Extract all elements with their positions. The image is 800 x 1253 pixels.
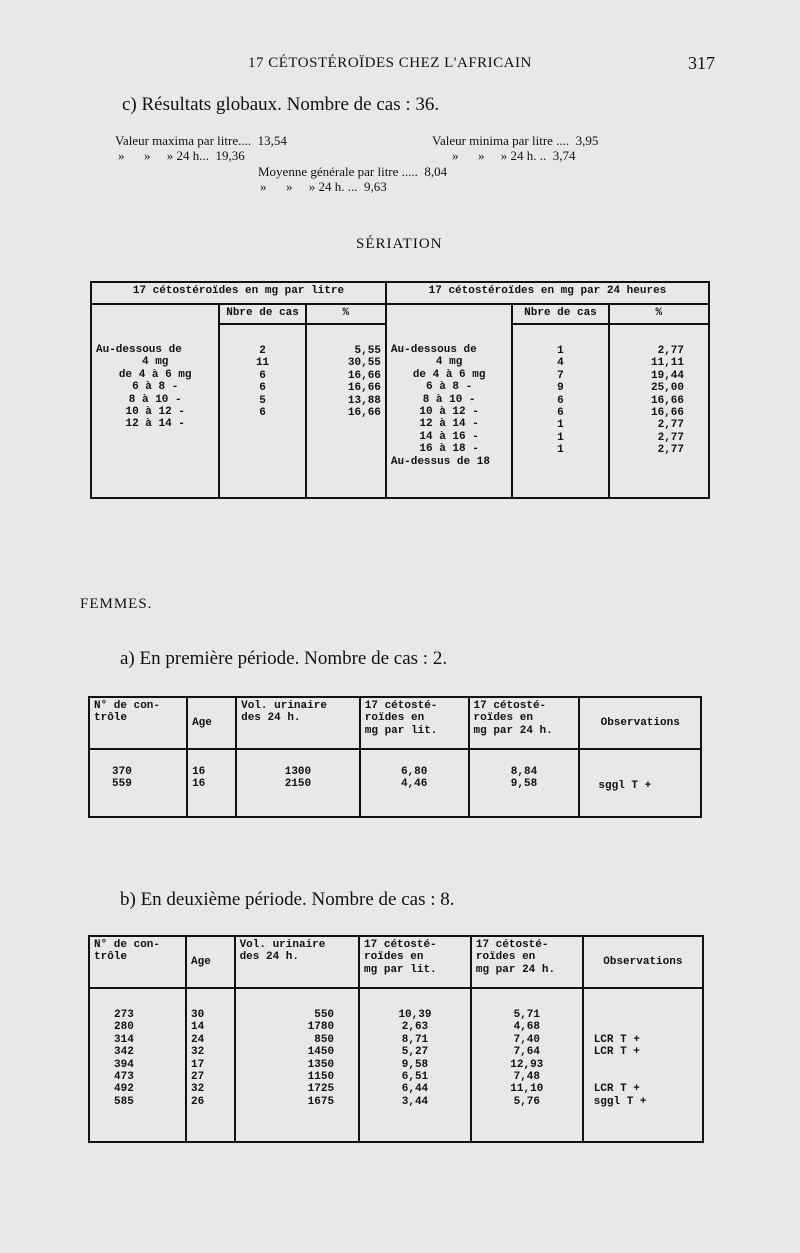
cell-vol: 1300 2150: [236, 749, 360, 817]
stat-max-24h: » » » 24 h... 19,36: [118, 148, 245, 163]
litre-range: 6 à 8 -: [132, 381, 179, 394]
cell-jour: 8,84 9,58: [469, 749, 580, 817]
litre-pct: 30,55: [347, 357, 381, 370]
cell-controle: 273 280 314 342 394 473 492 585: [89, 988, 186, 1142]
jour-nbre-head: Nbre de cas: [512, 304, 608, 324]
jour-counts: [512, 324, 608, 498]
col-vol-head: Vol. urinaire des 24 h.: [236, 697, 360, 749]
cell-jour: 5,71 4,68 7,40 7,64 12,93 7,48 11,10 5,76: [471, 988, 583, 1142]
cell-age: 16 16: [187, 749, 236, 817]
periode-b-title: b) En deuxième période. Nombre de cas : 8.: [120, 889, 455, 910]
col-vol-head: Vol. urinaire des 24 h.: [235, 936, 359, 988]
stat-max-litre: Valeur maxima par litre.... 13,54: [115, 133, 287, 148]
periode-a-title: a) En première période. Nombre de cas : 2.: [120, 648, 448, 669]
jour-count: 1: [557, 444, 564, 457]
cell-age: 30 14 24 32 17 27 32 26: [186, 988, 235, 1142]
litre-count: 6: [259, 407, 266, 420]
col-litre-head: 17 cétosté- roïdes en mg par lit.: [360, 697, 469, 749]
litre-nbre-head: Nbre de cas: [219, 304, 305, 324]
jour-range-head: [386, 304, 512, 324]
litre-count: 5: [259, 394, 266, 407]
section-c-title: c) Résultats globaux. Nombre de cas : 36.: [122, 94, 440, 115]
cell-obs: sggl T +: [579, 749, 701, 817]
col-age-head: Age: [187, 697, 236, 749]
jour-pcts: [609, 324, 709, 498]
jour-pct: 2,77: [657, 419, 684, 432]
jour-count: 1: [557, 345, 564, 357]
litre-pcts: [306, 324, 386, 498]
litre-range: 4 mg: [142, 356, 169, 369]
litre-pct: 16,66: [347, 369, 381, 382]
litre-count: 6: [259, 382, 266, 395]
cell-litre: 6,80 4,46: [360, 749, 469, 817]
jour-range: 8 à 10 -: [422, 393, 476, 406]
litre-pct: 16,66: [347, 407, 381, 420]
litre-count: 11: [255, 357, 270, 370]
col-controle-head: N° de con- trôle: [89, 697, 187, 749]
jour-count: 6: [557, 394, 564, 407]
col-jour-head: 17 cétosté- roïdes en mg par 24 h.: [471, 936, 583, 988]
cell-controle: 370 559: [89, 749, 187, 817]
jour-count: 4: [557, 357, 564, 370]
litre-counts: [219, 324, 305, 498]
litre-pct: 13,88: [347, 394, 381, 407]
cell-litre: 10,39 2,63 8,71 5,27 9,58 6,51 6,44 3,44: [359, 988, 471, 1142]
litre-range-head: [91, 304, 219, 324]
litre-pct: 16,66: [347, 382, 381, 395]
litre-range: 12 à 14 -: [125, 418, 185, 431]
jour-header: 17 cétostéroïdes en mg par 24 heures: [386, 282, 709, 304]
jour-range: 12 à 14 -: [419, 418, 479, 431]
jour-pct: 11,11: [650, 357, 684, 370]
jour-pct: 16,66: [650, 394, 684, 407]
jour-pct: 16,66: [650, 407, 684, 420]
jour-range: Au-dessus de 18: [390, 455, 490, 468]
jour-ranges: [386, 324, 512, 498]
jour-range: 6 à 8 -: [426, 381, 473, 394]
seriation-table: [90, 281, 710, 499]
jour-pct: 2,77: [657, 345, 684, 357]
cell-vol: 550 1780 850 1450 1350 1150 1725 1675: [235, 988, 359, 1142]
running-header: 17 CÉTOSTÉROÏDES CHEZ L'AFRICAIN: [248, 55, 532, 71]
page-number: 317: [688, 53, 715, 73]
jour-count: 7: [557, 369, 564, 382]
periode-b-table: [88, 935, 704, 1143]
litre-count: 2: [259, 345, 266, 357]
jour-count: 1: [557, 419, 564, 432]
jour-range: de 4 à 6 mg: [412, 368, 486, 381]
col-obs-head: Observations: [579, 697, 701, 749]
litre-pct-head: %: [306, 304, 386, 324]
litre-pct: 5,55: [354, 345, 381, 357]
jour-range: Au-dessous de: [390, 344, 477, 356]
stat-min-litre: Valeur minima par litre .... 3,95: [432, 133, 599, 148]
col-age-head: Age: [186, 936, 235, 988]
col-obs-head: Observations: [583, 936, 703, 988]
litre-range: 10 à 12 -: [125, 406, 185, 419]
litre-header: 17 cétostéroïdes en mg par litre: [91, 282, 386, 304]
seriation-title: SÉRIATION: [356, 236, 443, 252]
stat-moyenne-24h: » » » 24 h. ... 9,63: [260, 179, 387, 194]
col-litre-head: 17 cétosté- roïdes en mg par lit.: [359, 936, 471, 988]
litre-range: 8 à 10 -: [128, 393, 182, 406]
jour-count: 6: [557, 407, 564, 420]
jour-count: 1: [557, 431, 564, 444]
femmes-heading: FEMMES.: [80, 596, 153, 612]
periode-a-table: [88, 696, 702, 818]
jour-range: 4 mg: [435, 356, 463, 369]
jour-pct: 2,77: [657, 444, 684, 457]
jour-pct: 2,77: [657, 431, 684, 444]
jour-range: 16 à 18 -: [419, 443, 479, 456]
col-controle-head: N° de con- trôle: [89, 936, 186, 988]
jour-pct: 19,44: [650, 369, 684, 382]
litre-range: de 4 à 6 mg: [118, 368, 192, 381]
jour-range: 14 à 16 -: [419, 430, 479, 443]
cell-obs: LCR T + LCR T + LCR T + sggl T +: [583, 988, 703, 1142]
stat-min-24h: » » » 24 h. .. 3,74: [452, 148, 576, 163]
jour-count: 9: [557, 382, 564, 395]
jour-pct-head: %: [609, 304, 709, 324]
col-jour-head: 17 cétosté- roïdes en mg par 24 h.: [469, 697, 580, 749]
stat-moyenne-litre: Moyenne générale par litre ..... 8,04: [258, 164, 448, 179]
litre-range: Au-dessous de: [96, 344, 182, 356]
jour-pct: 25,00: [650, 382, 684, 395]
litre-ranges: [91, 324, 219, 498]
litre-count: 6: [259, 369, 266, 382]
jour-range: 10 à 12 -: [419, 406, 479, 419]
